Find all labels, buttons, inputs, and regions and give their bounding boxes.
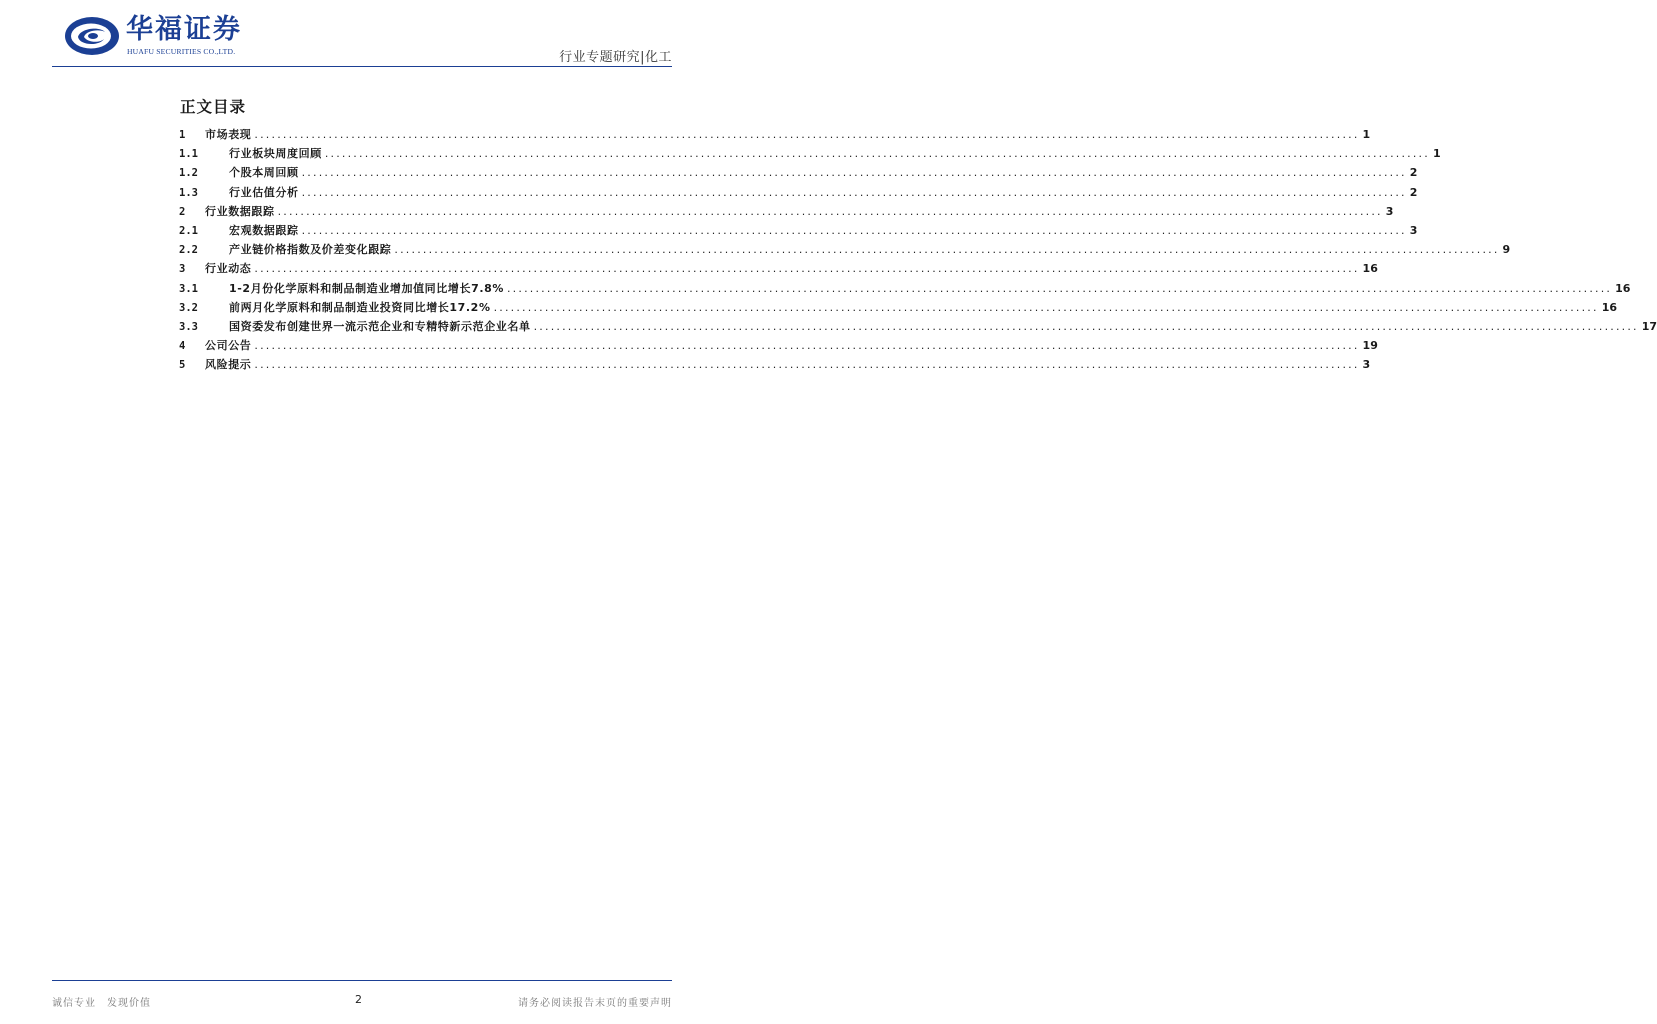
toc-dot-leader (507, 282, 1612, 295)
toc-entry-page: 2 (1409, 166, 1418, 180)
toc-dot-leader (302, 166, 1407, 179)
toc-entry-number: 1.3 (179, 186, 198, 199)
huafu-logo-icon (64, 16, 120, 56)
toc-entry-number: 2.1 (179, 224, 198, 237)
toc-entry-title: 国资委发布创建世界一流示范企业和专精特新示范企业名单 (229, 319, 531, 333)
toc-entry-title: 行业板块周度回顾 (229, 147, 322, 161)
toc-entry-number: 3 (179, 263, 186, 276)
toc-entry-number: 1.2 (179, 167, 198, 180)
report-category: 行业专题研究|化工 (559, 50, 672, 65)
toc-entry-page: 3 (1409, 223, 1418, 237)
toc-entry-number: 2 (179, 205, 186, 218)
toc-dot-leader (325, 147, 1430, 160)
toc-entry-number: 3.1 (179, 282, 198, 295)
toc-entry-page: 16 (1615, 281, 1631, 295)
header-divider (52, 66, 672, 67)
toc-entry[interactable] (179, 145, 1441, 164)
table-of-contents (179, 126, 1657, 375)
company-logo (64, 14, 254, 60)
toc-dot-leader (254, 358, 1359, 371)
toc-entry-title: 个股本周回顾 (229, 166, 299, 180)
toc-entry[interactable] (179, 126, 1371, 145)
toc-entry-number: 1 (179, 129, 186, 141)
toc-entry-page: 17 (1641, 319, 1657, 333)
toc-entry-page: 3 (1385, 204, 1394, 218)
toc-entry-number: 4 (179, 340, 186, 353)
logo-chinese-name: 华福证券 (126, 14, 242, 45)
toc-entry-page: 1 (1432, 147, 1441, 161)
toc-entry-title: 产业链价格指数及价差变化跟踪 (229, 243, 392, 257)
toc-entry-page: 19 (1362, 339, 1378, 353)
toc-entry-number: 1.1 (179, 148, 198, 161)
toc-entry-page: 1 (1362, 128, 1371, 141)
toc-entry-number: 2.2 (179, 244, 198, 257)
toc-dot-leader (302, 186, 1407, 199)
toc-entry[interactable] (179, 280, 1631, 299)
toc-entry-title: 市场表现 (205, 128, 252, 141)
toc-entry-title: 行业动态 (205, 262, 252, 276)
toc-entry[interactable] (179, 356, 1371, 375)
footer-divider (52, 980, 672, 981)
toc-entry-title: 行业数据跟踪 (205, 204, 275, 218)
toc-entry-page: 9 (1502, 243, 1511, 257)
toc-entry-page: 2 (1409, 185, 1418, 199)
toc-entry[interactable] (179, 318, 1657, 337)
toc-dot-leader (254, 339, 1359, 352)
toc-dot-leader (394, 243, 1499, 256)
toc-entry[interactable] (179, 337, 1378, 356)
toc-entry-number: 5 (179, 359, 186, 372)
toc-entry[interactable] (179, 260, 1378, 279)
page-number: 2 (355, 993, 362, 1006)
toc-dot-leader (494, 301, 1599, 314)
logo-english-name: HUAFU SECURITIES CO.,LTD. (127, 47, 236, 56)
footer-disclaimer: 请务必阅读报告末页的重要声明 (518, 998, 672, 1009)
toc-dot-leader (534, 320, 1639, 333)
toc-entry-title: 1-2月份化学原料和制品制造业增加值同比增长7.8% (229, 281, 504, 295)
toc-entry[interactable] (179, 164, 1418, 183)
toc-entry-number: 3.3 (179, 320, 198, 333)
toc-dot-leader (278, 205, 1383, 218)
toc-entry-title: 宏观数据跟踪 (229, 223, 299, 237)
footer-slogan: 诚信专业 发现价值 (52, 998, 151, 1009)
toc-entry-number: 3.2 (179, 301, 198, 314)
toc-entry-title: 行业估值分析 (229, 185, 299, 199)
toc-entry[interactable] (179, 241, 1511, 260)
toc-entry-title: 前两月化学原料和制品制造业投资同比增长17.2% (229, 300, 491, 314)
toc-entry-page: 16 (1601, 300, 1618, 314)
toc-dot-leader (302, 224, 1407, 237)
toc-entry[interactable] (179, 203, 1394, 222)
toc-entry-page: 16 (1362, 262, 1378, 276)
toc-entry-title: 公司公告 (205, 339, 252, 353)
toc-entry-page: 3 (1362, 358, 1371, 372)
toc-entry[interactable] (179, 222, 1418, 241)
toc-dot-leader (254, 128, 1359, 141)
toc-entry-title: 风险提示 (205, 358, 252, 372)
toc-entry[interactable] (179, 184, 1418, 203)
toc-dot-leader (254, 262, 1359, 275)
toc-title: 正文目录 (180, 98, 247, 116)
toc-entry[interactable] (179, 299, 1618, 318)
